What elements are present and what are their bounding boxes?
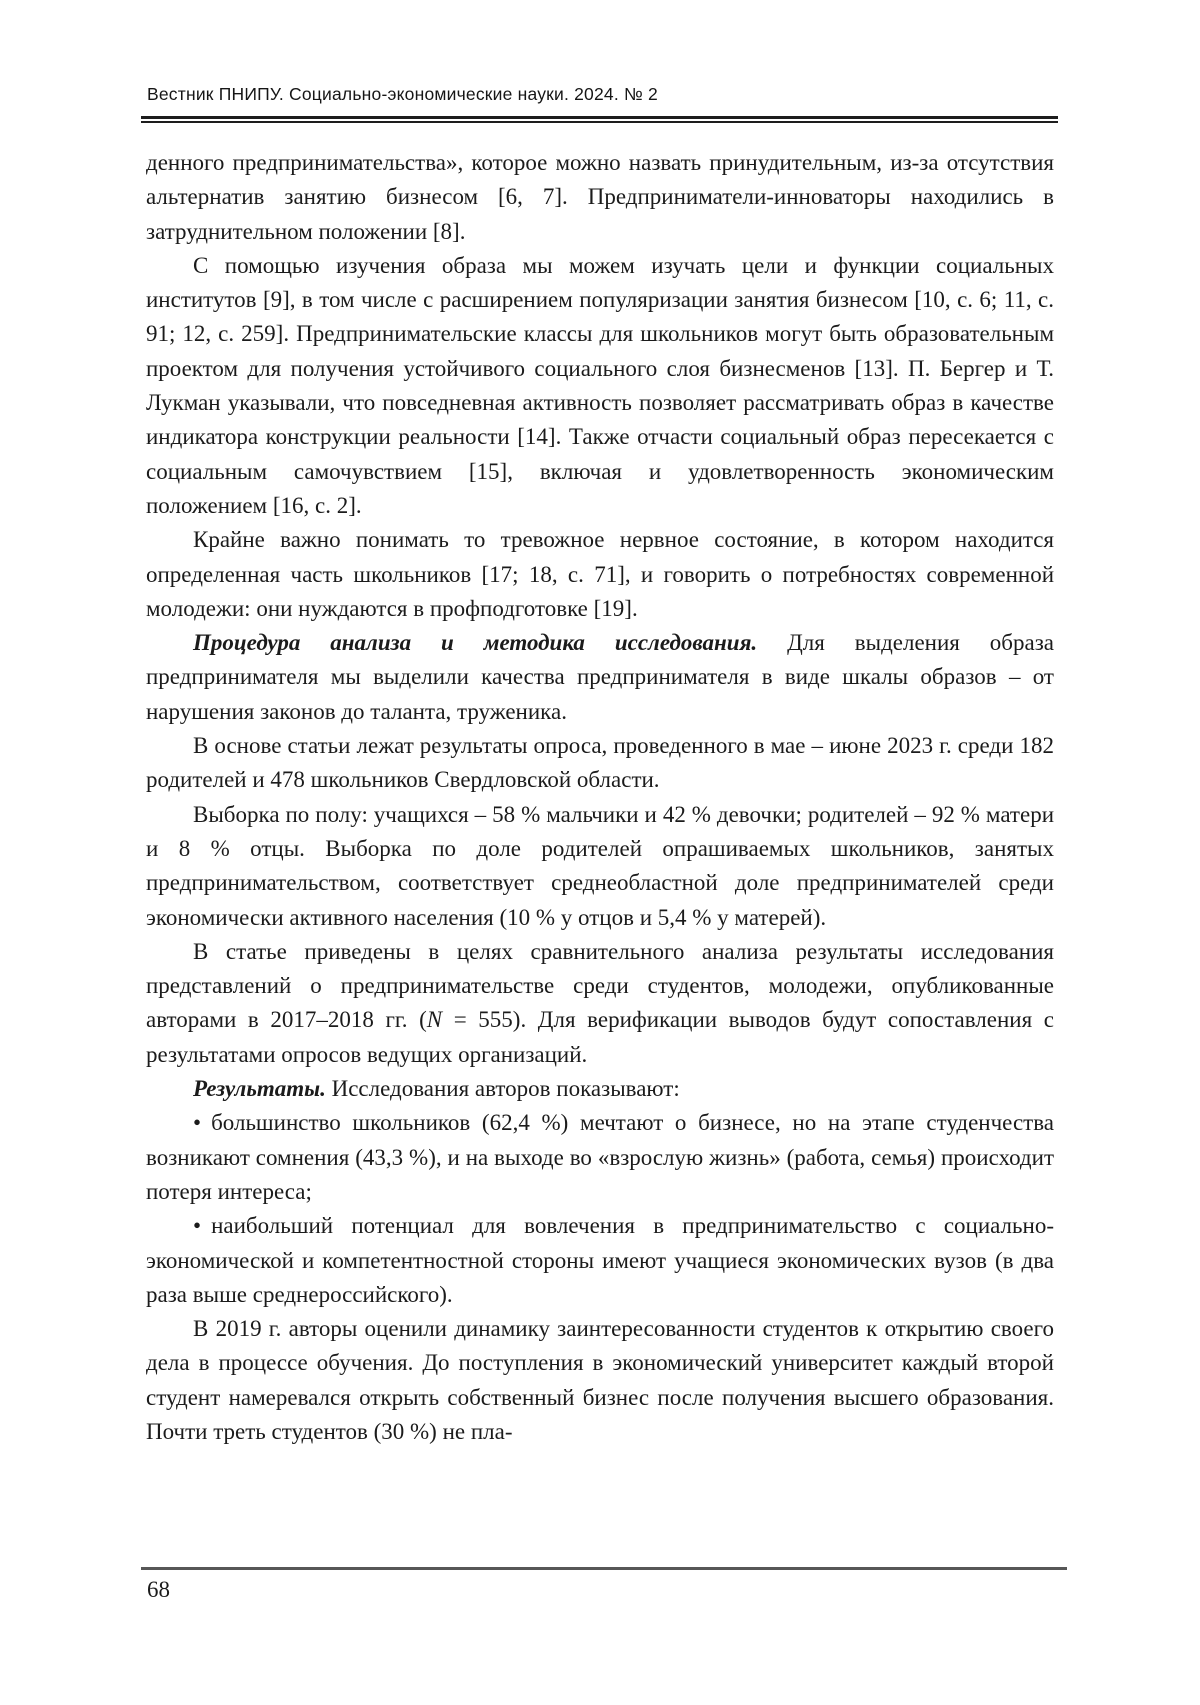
bullet-item-potential xyxy=(146,1209,1054,1312)
article-body xyxy=(146,146,1054,1449)
section-lead-results: Результаты. xyxy=(193,1076,332,1102)
bullet-item-text: большинство школьников (62,4 %) мечтают о бизнесе, но на этапе студенчества возникают сомнения (43,3 %), и на выходе во «взрослую жизнь» (работа, семья) происходит потеря интереса; xyxy=(146,1110,1054,1204)
sample-size-symbol: N xyxy=(426,1007,443,1033)
bullet-item-text: наибольший потенциал для вовлечения в предпринимательство с социально-экономической и компетентностной стороны имеют учащиеся экономических вузов (в два раза выше среднероссийского). xyxy=(146,1213,1054,1307)
paragraph-text-after-n: = 555). Для верификации выводов будут сопоставления с результатами опросов ведущих организаций. xyxy=(146,1007,1054,1067)
paragraph-youth-needs: Крайне важно понимать то тревожное нервное состояние, в котором находится определенная часть школьников [17; 18, с. 71], и говорить о потребностях современной молодежи: они нуждаются в профподготовке [19]. xyxy=(146,527,1054,621)
bullet-item-schoolchildren xyxy=(146,1106,1054,1209)
paragraph-text-before-n: В статье приведены в целях сравнительного анализа результаты исследования представлений о предпринимательстве среди студентов, молодежи, опубликованные авторами в 2017–2018 гг. ( xyxy=(146,938,1054,1033)
paragraph-methods-text: Для выделения образа предпринимателя мы выделили качества предпринимателя в виде шкалы образов – от нарушения законов до таланта, труженика. xyxy=(146,630,1054,724)
paragraph-methods xyxy=(146,626,1054,729)
paragraph-sample-description: Выборка по полу: учащихся – 58 % мальчики и 42 % девочки; родителей – 92 % матери и 8 % отцы. Выборка по доле родителей опрашиваемых школьников, занятых предпринимательством, соответствует среднеобластной доле предпринимателей среди экономически активного населения (10 % у отцов и 5,4 % у матерей). xyxy=(146,801,1054,930)
section-lead-methods: Процедура анализа и методика исследования. xyxy=(193,630,788,656)
footer-rule xyxy=(141,1567,1067,1570)
running-header-title: Вестник ПНИПУ. Социально-экономические науки. 2024. № 2 xyxy=(147,84,658,104)
header-double-rule xyxy=(141,116,1058,123)
bullet-icon: • xyxy=(193,1213,202,1239)
paragraph-continuation: денного предпринимательства», которое можно назвать принудительным, из-за отсутствия альтернатив занятию бизнесом [6, 7]. Предприниматели-инноваторы находились в затруднительном положении [8]. xyxy=(146,150,1054,244)
paragraph-image-study: С помощью изучения образа мы можем изучать цели и функции социальных институтов [9], в том числе с расширением популяризации занятия бизнесом [10, с. 6; 11, с. 91; 12, с. 259]. Предпринимательские классы для школьников могут быть образовательным проектом для получения устойчивого социального слоя бизнесменов [13]. П. Бергер и Т. Лукман указывали, что повседневная активность позволяет рассматривать образ в качестве индикатора конструкции реальности [14]. Также отчасти социальный образ пересекается с социальным самочувствием [15], включая и удовлетворенность экономическим положением [16, с. 2]. xyxy=(146,252,1054,518)
page-number: 68 xyxy=(147,1577,170,1602)
paragraph-survey-base: В основе статьи лежат результаты опроса, проведенного в мае – июне 2023 г. среди 182 родителей и 478 школьников Свердловской области. xyxy=(146,733,1054,793)
paragraph-results xyxy=(146,1072,1054,1106)
bullet-icon: • xyxy=(193,1110,202,1136)
paragraph-2019-dynamics: В 2019 г. авторы оценили динамику заинтересованности студентов к открытию своего дела в процессе обучения. До поступления в экономический университет каждый второй студент намеревался открыть собственный бизнес после получения высшего образования. Почти треть студентов (30 %) не пла- xyxy=(146,1316,1054,1444)
paragraph-results-text: Исследования авторов показывают: xyxy=(331,1076,680,1102)
paragraph-comparative-analysis xyxy=(146,935,1054,1072)
